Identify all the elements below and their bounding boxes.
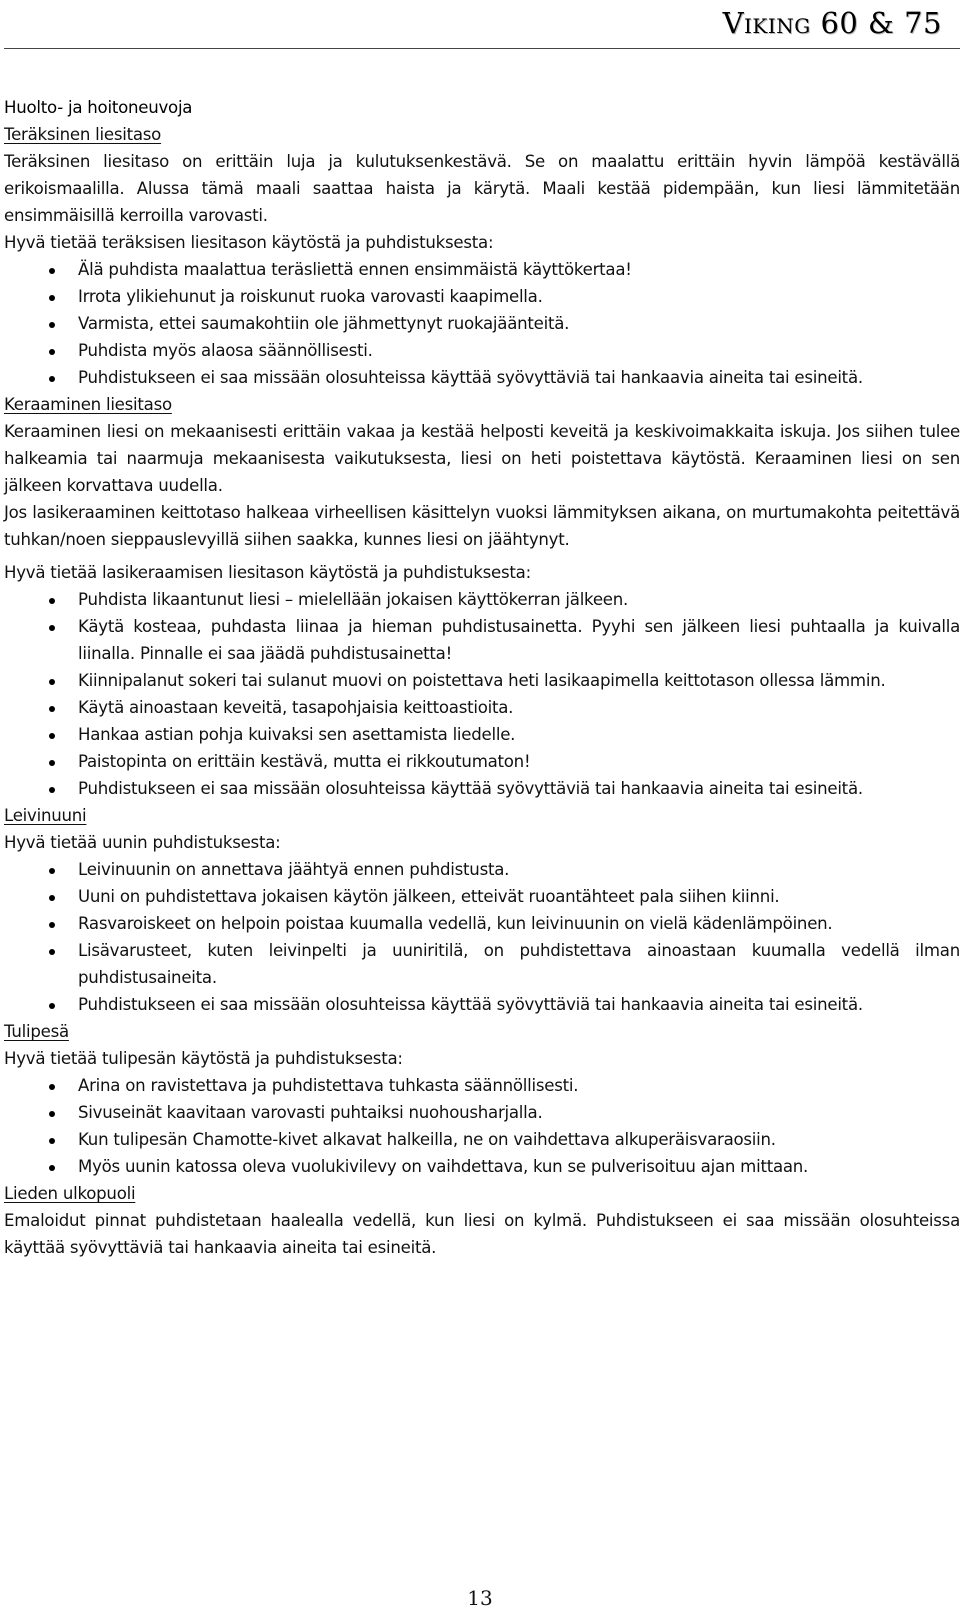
bullet-icon bbox=[49, 1084, 55, 1090]
bullet-icon bbox=[49, 322, 55, 328]
bullet-icon bbox=[49, 868, 55, 874]
exterior-paragraph: Emaloidut pinnat puhdistetaan haalealla vedellä, kun liesi on kylmä. Puhdistukseen ei saa missään olosuhteissa käyttää syövyttäviä tai hankaavia aineita tai esineitä. bbox=[4, 1211, 960, 1257]
list-item: Varmista, ettei saumakohtiin ole jähmettynyt ruokajäänteitä. bbox=[4, 310, 960, 337]
section-heading: Huolto- ja hoitoneuvoja bbox=[4, 98, 193, 117]
bullet-icon bbox=[49, 1003, 55, 1009]
bullet-icon bbox=[49, 376, 55, 382]
bullet-icon bbox=[49, 295, 55, 301]
bullet-icon bbox=[49, 679, 55, 685]
ceramic-hob-paragraph-2: Jos lasikeraaminen keittotaso halkeaa virheellisen käsittelyn vuoksi lämmityksen aikana, on murtumakohta peitettävä tuhkan/noen sieppauslevyillä siihen saakka, kunnes liesi on jäähtynyt. bbox=[4, 503, 960, 549]
list-item: Rasvaroiskeet on helpoin poistaa kuumalla vedellä, kun leivinuunin on vielä kädenlämpöinen. bbox=[4, 910, 960, 937]
ceramic-hob-list bbox=[4, 586, 960, 802]
firebox-title: Tulipesä bbox=[4, 1022, 69, 1041]
bullet-icon bbox=[49, 895, 55, 901]
steel-hob-title: Teräksinen liesitaso bbox=[4, 125, 162, 144]
bullet-icon bbox=[49, 1165, 55, 1171]
list-item: Älä puhdista maalattua teräsliettä ennen ensimmäistä käyttökertaa! bbox=[4, 256, 960, 283]
list-item: Lisävarusteet, kuten leivinpelti ja uuniritilä, on puhdistettava ainoastaan kuumalla vedellä ilman puhdistusaineita. bbox=[4, 937, 960, 991]
bullet-icon bbox=[49, 625, 55, 631]
list-item: Leivinuunin on annettava jäähtyä ennen puhdistusta. bbox=[4, 856, 960, 883]
list-item: Käytä kosteaa, puhdasta liinaa ja hieman puhdistusainetta. Pyyhi sen jälkeen liesi puhtaalla ja kuivalla liinalla. Pinnalle ei saa jäädä puhdistusainetta! bbox=[4, 613, 960, 667]
list-item: Puhdista likaantunut liesi – mielellään jokaisen käyttökerran jälkeen. bbox=[4, 586, 960, 613]
bullet-icon bbox=[49, 760, 55, 766]
oven-intro: Hyvä tietää uunin puhdistuksesta: bbox=[4, 833, 281, 852]
list-item: Puhdista myös alaosa säännöllisesti. bbox=[4, 337, 960, 364]
bullet-icon bbox=[49, 949, 55, 955]
bullet-icon bbox=[49, 787, 55, 793]
bullet-icon bbox=[49, 1111, 55, 1117]
list-item: Kun tulipesän Chamotte-kivet alkavat halkeilla, ne on vaihdettava alkuperäisvaraosiin. bbox=[4, 1126, 960, 1153]
steel-hob-intro: Hyvä tietää teräksisen liesitason käytöstä ja puhdistuksesta: bbox=[4, 233, 494, 252]
page-content bbox=[4, 94, 960, 1261]
list-item: Sivuseinät kaavitaan varovasti puhtaiksi nuohousharjalla. bbox=[4, 1099, 960, 1126]
bullet-icon bbox=[49, 598, 55, 604]
steel-hob-list bbox=[4, 256, 960, 391]
exterior-title: Lieden ulkopuoli bbox=[4, 1184, 136, 1203]
list-item: Hankaa astian pohja kuivaksi sen asettamista liedelle. bbox=[4, 721, 960, 748]
ceramic-hob-paragraph-1: Keraaminen liesi on mekaanisesti erittäin vakaa ja kestää helposti keveitä ja keskivoimakkaita iskuja. Jos siihen tulee halkeamia tai naarmuja mekaanisesta vaikutuksesta, liesi on heti poistettava käytöstä. Keraaminen liesi on sen jälkeen korvattava uudella. bbox=[4, 422, 960, 495]
list-item: Uuni on puhdistettava jokaisen käytön jälkeen, etteivät ruoantähteet pala siihen kiinni. bbox=[4, 883, 960, 910]
bullet-icon bbox=[49, 1138, 55, 1144]
oven-list bbox=[4, 856, 960, 1018]
steel-hob-paragraph: Teräksinen liesitaso on erittäin luja ja kulutuksenkestävä. Se on maalattu erittäin hyvin lämpöä kestävällä erikoismaalilla. Alussa tämä maali saattaa haista ja kärytä. Maali kestää pidempään, kun liesi lämmitetään ensimmäisillä kerroilla varovasti. bbox=[4, 152, 960, 225]
header-title: Viking 60 & 75 bbox=[722, 6, 942, 40]
list-item: Puhdistukseen ei saa missään olosuhteissa käyttää syövyttäviä tai hankaavia aineita tai esineitä. bbox=[4, 991, 960, 1018]
list-item: Puhdistukseen ei saa missään olosuhteissa käyttää syövyttäviä tai hankaavia aineita tai esineitä. bbox=[4, 364, 960, 391]
list-item: Arina on ravistettava ja puhdistettava tuhkasta säännöllisesti. bbox=[4, 1072, 960, 1099]
firebox-list bbox=[4, 1072, 960, 1180]
bullet-icon bbox=[49, 733, 55, 739]
bullet-icon bbox=[49, 349, 55, 355]
ceramic-hob-intro: Hyvä tietää lasikeraamisen liesitason käytöstä ja puhdistuksesta: bbox=[4, 563, 531, 582]
page-number: 13 bbox=[467, 1586, 493, 1610]
oven-title: Leivinuuni bbox=[4, 806, 87, 825]
list-item: Käytä ainoastaan keveitä, tasapohjaisia keittoastioita. bbox=[4, 694, 960, 721]
bullet-icon bbox=[49, 922, 55, 928]
list-item: Paistopinta on erittäin kestävä, mutta ei rikkoutumaton! bbox=[4, 748, 960, 775]
page-header bbox=[4, 4, 960, 49]
list-item: Myös uunin katossa oleva vuolukivilevy on vaihdettava, kun se pulverisoituu ajan mittaan. bbox=[4, 1153, 960, 1180]
list-item: Irrota ylikiehunut ja roiskunut ruoka varovasti kaapimella. bbox=[4, 283, 960, 310]
ceramic-hob-title: Keraaminen liesitaso bbox=[4, 395, 172, 414]
bullet-icon bbox=[49, 268, 55, 274]
list-item: Puhdistukseen ei saa missään olosuhteissa käyttää syövyttäviä tai hankaavia aineita tai esineitä. bbox=[4, 775, 960, 802]
list-item: Kiinnipalanut sokeri tai sulanut muovi on poistettava heti lasikaapimella keittotason ollessa lämmin. bbox=[4, 667, 960, 694]
bullet-icon bbox=[49, 706, 55, 712]
firebox-intro: Hyvä tietää tulipesän käytöstä ja puhdistuksesta: bbox=[4, 1049, 403, 1068]
